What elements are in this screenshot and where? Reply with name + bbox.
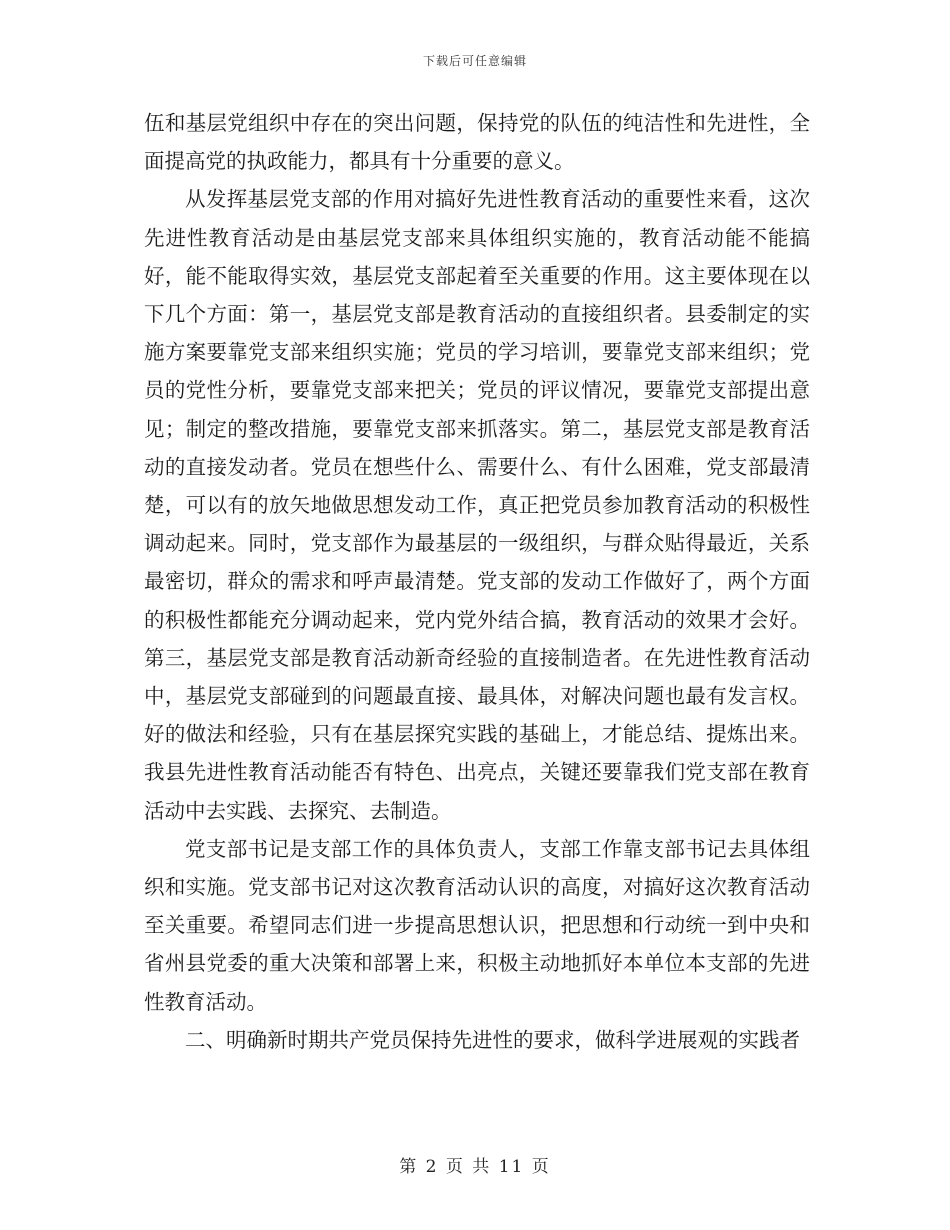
paragraph-2: 从发挥基层党支部的作用对搞好先进性教育活动的重要性来看，这次先进性教育活动是由基层党支部来具体组织实施的，教育活动能不能搞好，能不能取得实效，基层党支部起着至关重要的作用。这主要体现在以下几个方面：第一，基层党支部是教育活动的直接组织者。县委制定的实施方案要靠党支部来组织实施；党员的学习培训，要靠党支部来组织；党员的党性分析，要靠党支部来把关；党员的评议情况，要靠党支部提出意见；制定的整改措施，要靠党支部来抓落实。第二，基层党支部是教育活动的直接发动者。党员在想些什么、需要什么、有什么困难，党支部最清楚，可以有的放矢地做思想发动工作，真正把党员参加教育活动的积极性调动起来。同时，党支部作为最基层的一级组织，与群众贴得最近，关系最密切，群众的需求和呼声最清楚。党支部的发动工作做好了，两个方面的积极性都能充分调动起来，党内党外结合搞，教育活动的效果才会好。第三，基层党支部是教育活动新奇经验的直接制造者。在先进性教育活动中，基层党支部碰到的问题最直接、最具体，对解决问题也最有发言权。好的做法和经验，只有在基层探究实践的基础上，才能总结、提炼出来。我县先进性教育活动能否有特色、出亮点，关键还要靠我们党支部在教育活动中去实践、去探究、去制造。 (144, 187, 810, 823)
document-body (144, 104, 810, 1059)
paragraph-3: 党支部书记是支部工作的具体负责人，支部工作靠支部书记去具体组织和实施。党支部书记对这次教育活动认识的高度，对搞好这次教育活动至关重要。希望同志们进一步提高思想认识，把思想和行动统一到中央和省州县党委的重大决策和部署上来，积极主动地抓好本单位本支部的先进性教育活动。 (144, 836, 810, 1014)
section-heading-2: 二、明确新时期共产党员保持先进性的要求，做科学进展观的实践者 (185, 1027, 800, 1052)
page-footer: 第 2 页 共 11 页 (399, 1157, 551, 1177)
page-header: 下载后可任意编辑 (422, 54, 527, 68)
paragraph-1: 伍和基层党组织中存在的突出问题，保持党的队伍的纯洁性和先进性，全面提高党的执政能力，都具有十分重要的意义。 (144, 111, 810, 174)
